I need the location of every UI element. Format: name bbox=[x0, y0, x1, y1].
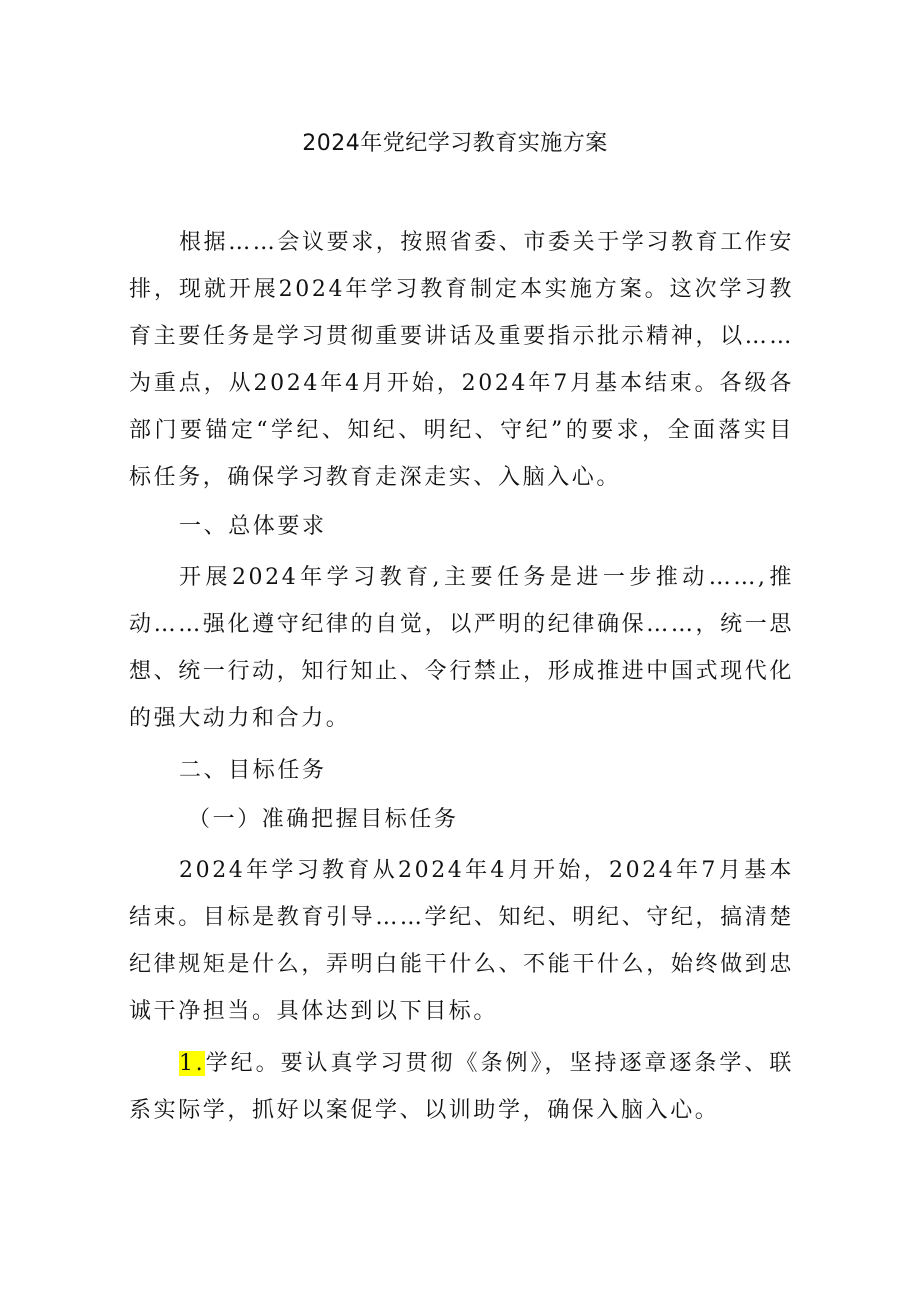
section-heading-overall-requirements: 一、总体要求 bbox=[179, 514, 327, 539]
document-title: 2024年党纪学习教育实施方案 bbox=[302, 131, 608, 156]
item-1-text: 学纪。要认真学习贯彻《条例》，坚持逐章逐条学、联系实际学，抓好以案促学、以训助学，确保入脑入心。 bbox=[129, 1051, 794, 1123]
intro-paragraph: 根据……会议要求，按照省委、市委关于学习教育工作安排，现就开展2024年学习教育制定本实施方案。这次学习教育主要任务是学习贯彻重要讲话及重要指示批示精神，以……为重点，从2024年4月开始，2024年7月基本结束。各级各部门要锚定“学纪、知纪、明纪、守纪”的要求，全面落实目标任务，确保学习教育走深走实、入脑入心。 bbox=[129, 230, 795, 490]
subsection-1-paragraph: 2024年学习教育从2024年4月开始，2024年7月基本结束。目标是教育引导……学纪、知纪、明纪、守纪，搞清楚纪律规矩是什么，弄明白能干什么、不能干什么，始终做到忠诚干净担当。具体达到以下目标。 bbox=[129, 858, 794, 1024]
item-1-number-highlight: 1. bbox=[179, 1051, 206, 1076]
section-1-paragraph: 开展2024年学习教育,主要任务是进一步推动……,推动……强化遵守纪律的自觉，以严明的纪律确保……，统一思想、统一行动，知行知止、令行禁止，形成推进中国式现代化的强大动力和合力。 bbox=[129, 565, 794, 731]
subsection-heading-grasp-goals: （一）准确把握目标任务 bbox=[188, 807, 459, 832]
section-heading-goals-tasks: 二、目标任务 bbox=[179, 758, 327, 783]
item-1-paragraph bbox=[129, 1040, 794, 1134]
